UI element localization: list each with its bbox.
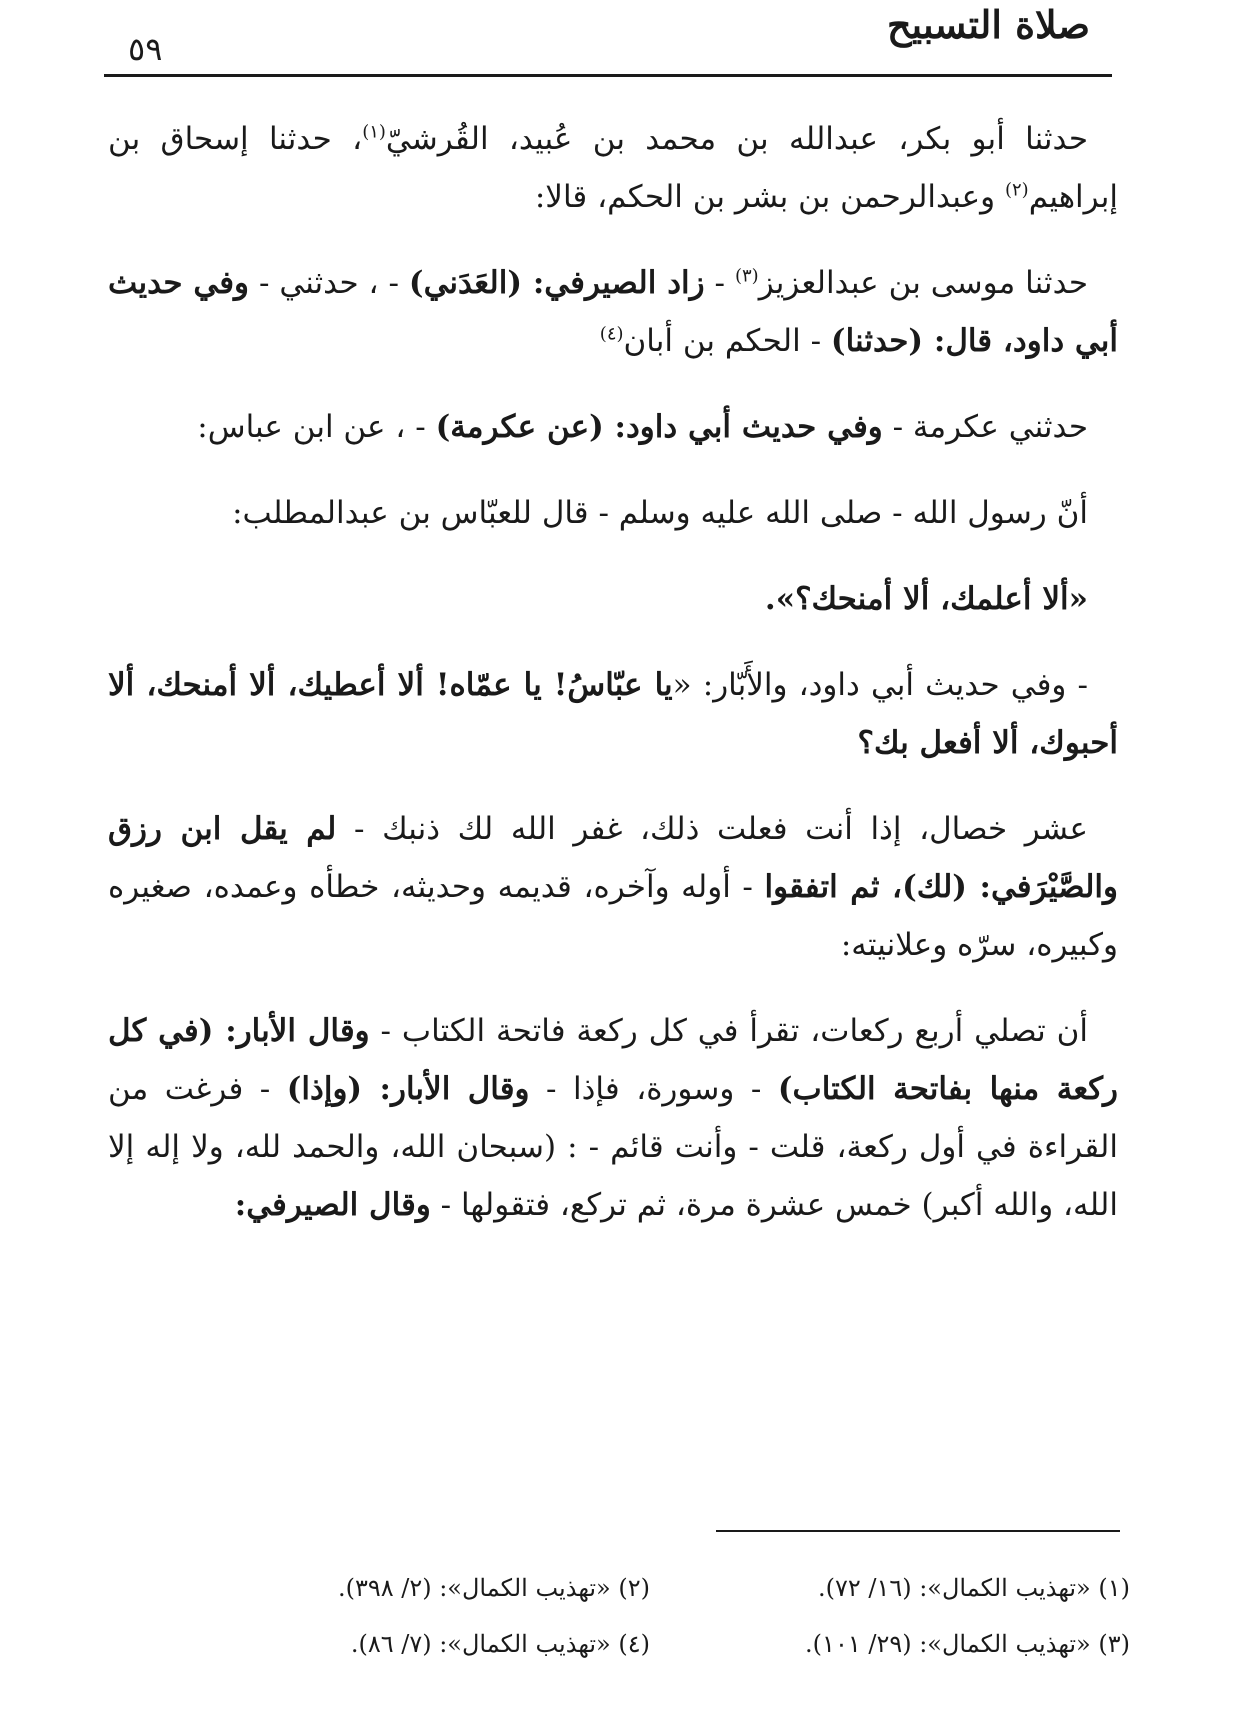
variant-note: وقال الأبار: (في كل ركعة منها بفاتحة الكتاب) [108,1013,1119,1107]
variant-note: زاد الصيرفي: (العَدَني) [408,265,705,301]
footnote-marker: (١) [362,121,386,143]
text-run: حدثني عكرمة - [882,409,1088,445]
footnote-marker: (٢) [1004,179,1029,201]
paragraph-ten-traits [108,800,1118,974]
footnote-1: (١) «تهذيب الكمال»: (١٦/ ٧٢). [817,1574,1130,1602]
footnote-2: (٢) «تهذيب الكمال»: (٢/ ٣٩٨). [337,1574,650,1602]
running-header-title: صلاة التسبيح [886,2,1090,47]
text-run: - أوله وآخره، قديمه وحديثه، خطأه وعمده، صغيره وكبيره، سرّه وعلانيته: [108,869,1118,963]
text-run: - وفي حديث أبي داود، والأَبّار: « [672,667,1088,703]
text-run: عشر خصال، إذا أنت فعلت ذلك، غفر الله لك ذنبك - [336,811,1088,847]
variant-note: يا عبّاسُ! يا عمّاه! ألا أعطيك، ألا أمنحك، ألا أحبوك، ألا أفعل بك؟ [108,667,1118,761]
text-run: - وسورة، فإذا - [529,1071,778,1107]
paragraph-variant [108,656,1118,772]
header-rule [104,74,1112,77]
variant-note: لم يقل ابن رزق والصَّيْرَفي: (لك)، ثم اتفقوا [108,811,1118,905]
text-run: ، حدثنا إسحاق بن إبراهيم [108,121,1118,215]
paragraph-isnad-3 [108,398,1118,456]
variant-note: وقال الأبار: (وإذا) [286,1071,530,1107]
variant-note: وقال الصيرفي: [234,1187,431,1223]
page-number: ٥٩ [128,30,163,68]
text-run: - فرغت من القراءة في أول ركعة، قلت - وأنت قائم - : (سبحان الله، والحمد لله، ولا إله إلا الله، والله أكبر) خمس عشرة مرة، ثم تركع، فتقولها - [108,1071,1118,1223]
variant-note: وفي حديث أبي داود، قال: (حدثنا) [108,265,1118,359]
footnote-4: (٤) «تهذيب الكمال»: (٧/ ٨٦). [350,1630,650,1658]
paragraph-quote: «ألا أعلمك، ألا أمنحك؟». [764,581,1088,617]
footnote-marker: (٣) [734,265,759,287]
text-run: - [704,265,735,301]
footnotes [230,1560,1130,1672]
footnote-marker: (٤) [599,323,624,345]
paragraph-matn-intro: أنّ رسول الله - صلى الله عليه وسلم - قال للعبّاس بن عبدالمطلب: [232,495,1088,531]
text-run: حدثنا موسى بن عبدالعزيز [758,265,1088,301]
footnote-row [230,1616,1130,1672]
text-run: أن تصلي أربع ركعات، تقرأ في كل ركعة فاتحة الكتاب - [369,1013,1088,1049]
text-run: حدثنا أبو بكر، عبدالله بن محمد بن عُبيد، القُرشيّ [385,121,1088,157]
footnote-3: (٣) «تهذيب الكمال»: (٢٩/ ١٠١). [805,1630,1130,1658]
text-run: - ، حدثني - [249,265,409,301]
variant-note: وفي حديث أبي داود: (عن عكرمة) [435,409,883,445]
footnote-row [230,1560,1130,1616]
main-text [108,110,1118,1262]
footnote-rule [716,1530,1120,1532]
text-run: - الحكم بن أبان [623,323,831,359]
paragraph-isnad-1 [108,110,1118,226]
paragraph-prayer-description [108,1002,1118,1234]
paragraph-isnad-2 [108,254,1118,370]
text-run: وعبدالرحمن بن بشر بن الحكم، قالا: [534,179,1005,215]
text-run: - ، عن ابن عباس: [197,409,436,445]
